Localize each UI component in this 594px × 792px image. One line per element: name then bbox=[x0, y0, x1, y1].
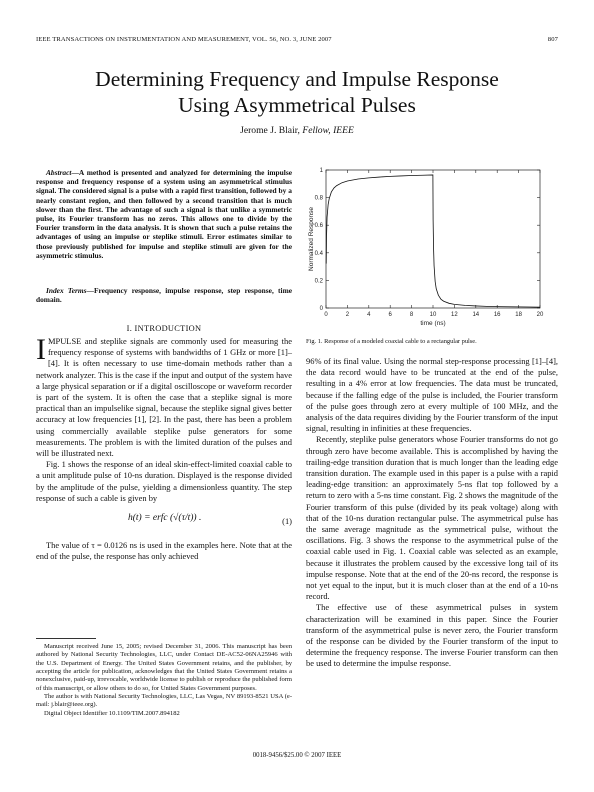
x-tick-label: 12 bbox=[451, 312, 458, 318]
author-line bbox=[36, 125, 558, 136]
index-terms-lead: Index Terms bbox=[46, 286, 87, 295]
right-paragraph-2: Recently, steplike pulse generators whose Fourier transforms do not go through zero have become available. This is accomplished by having the trailing-edge transition duration that is much longer than the leading edge transition duration. The example used in this paper is a pulse with a rapid leading-edge transition: an approximately 5-ns flat top followed by a return to zero with a 5-ns time constant. Fig. 2 shows the magnitude of the Fourier transform of this pulse (divided by its peak voltage) along with that of the 10-ns duration rectangular pulse. The asymmetrical pulse has the same average magnitude as the symmetrical pulse, without the oscillations. Fig. 3 shows the response to the asymmetrical pulse of the coaxial cable used in Fig. 1. Coaxial cable was selected as an example, because it illustrates the problem caused by the excessive long tail of its impulse response. Note that at the end of the 20-ns record, the response is not yet equal to the input, but it is much closer than at the end of a 10-ns record. bbox=[306, 434, 558, 602]
equation-number: (1) bbox=[282, 516, 292, 527]
intro-paragraph-1-text: MPULSE and steplike signals are commonly used for measuring the frequency response of systems with bandwidths of 1 GHz or more [1]–[4]. It is often necessary to use time-domain methods rather than a network analyzer. This is the case if the input and output of the system have a large physical separation or if a digital oscilloscope or waveform recorder is part of the system. It is often the case that a steplike signal is more practical than an impulselike signal, because the steplike signal gives better accuracy at low frequencies [1], [2]. In the past, there has been a problem using commercially available steplike pulse generators for some measurements. The problem is with the limited duration of the pulses and will be illustrated next. bbox=[36, 336, 292, 459]
journal-name: IEEE TRANSACTIONS ON INSTRUMENTATION AND MEASUREMENT, VOL. 56, NO. 3, JUNE 2007 bbox=[36, 36, 332, 43]
x-tick-label: 20 bbox=[536, 312, 544, 318]
footnote-paragraph-3: Digital Object Identifier 10.1109/TIM.2007.894182 bbox=[44, 709, 180, 717]
y-tick-label: 1 bbox=[319, 168, 323, 174]
x-tick-label: 18 bbox=[515, 312, 522, 318]
intro-paragraph-2: Fig. 1 shows the response of an ideal skin-effect-limited coaxial cable to a unit amplitude pulse of 10-ns duration. Displayed is the response divided by the amplitude of the pulse, yielding a dimensionless quantity. The step response of such a cable is given by bbox=[36, 459, 292, 503]
x-tick-label: 6 bbox=[388, 312, 392, 318]
y-tick-label: 0.6 bbox=[314, 223, 323, 230]
right-paragraph-1: 96% of its final value. Using the normal step-response processing [1]–[4], the data record would have to be truncated at the end of the pulse, resulting in a 4% error at low frequencies. The data must be truncated, because if the falling edge of the pulse is included, the Fourier transform of the pulse goes through zero at every multiple of 100 MHz, and the analysis of the data requires dividing by the Fourier transform of the input signal, resulting in infinities at these frequencies. bbox=[306, 356, 558, 434]
y-tick-label: 0.2 bbox=[314, 278, 323, 285]
x-axis-label: time (ns) bbox=[420, 320, 446, 327]
index-terms-text: —Frequency response, impulse response, step response, time domain. bbox=[36, 286, 293, 305]
x-tick-label: 16 bbox=[493, 312, 501, 318]
page-number: 807 bbox=[547, 36, 558, 43]
x-tick-label: 0 bbox=[324, 312, 328, 318]
footnote-paragraph-2: The author is with National Security Technologies, LLC, Las Vegas, NV 89193-8521 USA (e-mail: j.blair@ieee.org). bbox=[36, 693, 292, 709]
paper-title bbox=[36, 66, 558, 118]
equation-1 bbox=[36, 510, 292, 534]
drop-cap: I bbox=[36, 333, 46, 366]
author-affiliation: Fellow, IEEE bbox=[302, 125, 354, 136]
author-name: Jerome J. Blair, bbox=[240, 125, 300, 136]
introduction-body bbox=[36, 333, 292, 562]
footnote bbox=[36, 643, 292, 718]
figure-caption: Fig. 1. Response of a modeled coaxial cable to a rectangular pulse. bbox=[306, 338, 477, 345]
title-line-1: Determining Frequency and Impulse Response bbox=[95, 67, 499, 91]
y-tick-label: 0.4 bbox=[314, 250, 323, 257]
footnote-paragraph-1: Manuscript received June 15, 2005; revised December 31, 2006. This manuscript has been authored by National Security Technologies, LLC, under Contact DE-AC52-06NA25946 with the U.S. Department of Energy. The United States Government retains, and the publisher, by accepting the article for publication, acknowledges that the United States Government retains a nonexclusive, paid-up, irrevocable, worldwide license to publish or reproduce the published form of this manuscript, or allow others to do so, for United States Government purposes. bbox=[36, 643, 292, 692]
title-line-2: Using Asymmetrical Pulses bbox=[178, 93, 416, 117]
abstract-lead: Abstract bbox=[46, 168, 72, 177]
x-tick-label: 4 bbox=[367, 312, 371, 318]
y-tick-label: 0 bbox=[319, 306, 323, 312]
response-chart bbox=[306, 162, 558, 334]
x-tick-label: 14 bbox=[472, 312, 480, 318]
y-tick-label: 0.8 bbox=[314, 195, 323, 202]
intro-paragraph-3: The value of τ = 0.0126 ns is used in the examples here. Note that at the end of the pulse, the response has only achieved bbox=[36, 540, 292, 562]
intro-paragraph-1 bbox=[36, 333, 292, 459]
equation-expression: h(t) = erfc (√(τ/t)) . bbox=[128, 513, 202, 524]
right-paragraph-3: The effective use of these asymmetrical pulses in system characterization will be examined in this paper. Since the Fourier transform of the asymmetrical pulse is never zero, the Fourier transform of the response can be divided by the Fourier transform of the input to determine the frequency response. The inverse Fourier transform can then be used to determine the impulse response. bbox=[306, 602, 558, 669]
copyright-footer: 0018-9456/$25.00 © 2007 IEEE bbox=[252, 752, 342, 759]
abstract-text: —A method is presented and analyzed for determining the impulse response and frequency response of a system using an asymmetrical stimulus signal. The considered signal is a pulse with a rapid first transition, followed by a nearly constant region, and then followed by a second transition that is much slower than the first. The advantage of such a signal is that unlike a symmetric pulse, its Fourier transform has no zeros. This allows one to divide by the Fourier transform in the data analysis. It is shown that such a pulse retains the advantages of using an impulse or steplike stimuli. Error estimates similar to those previously published for impulse and steplike stimuli are given for the asymmetric stimulus. bbox=[36, 168, 292, 260]
figure-1 bbox=[306, 162, 558, 334]
running-header bbox=[36, 36, 558, 48]
y-axis-label: Normalized Response bbox=[308, 207, 315, 271]
series-line-0 bbox=[326, 175, 540, 307]
x-tick-label: 10 bbox=[429, 312, 437, 318]
x-tick-label: 8 bbox=[409, 312, 414, 318]
right-column-body bbox=[306, 356, 558, 670]
footnote-rule bbox=[36, 638, 96, 639]
x-tick-label: 2 bbox=[345, 312, 350, 318]
index-terms bbox=[36, 286, 292, 304]
section-heading: I. INTRODUCTION bbox=[126, 324, 202, 333]
abstract bbox=[36, 168, 292, 260]
